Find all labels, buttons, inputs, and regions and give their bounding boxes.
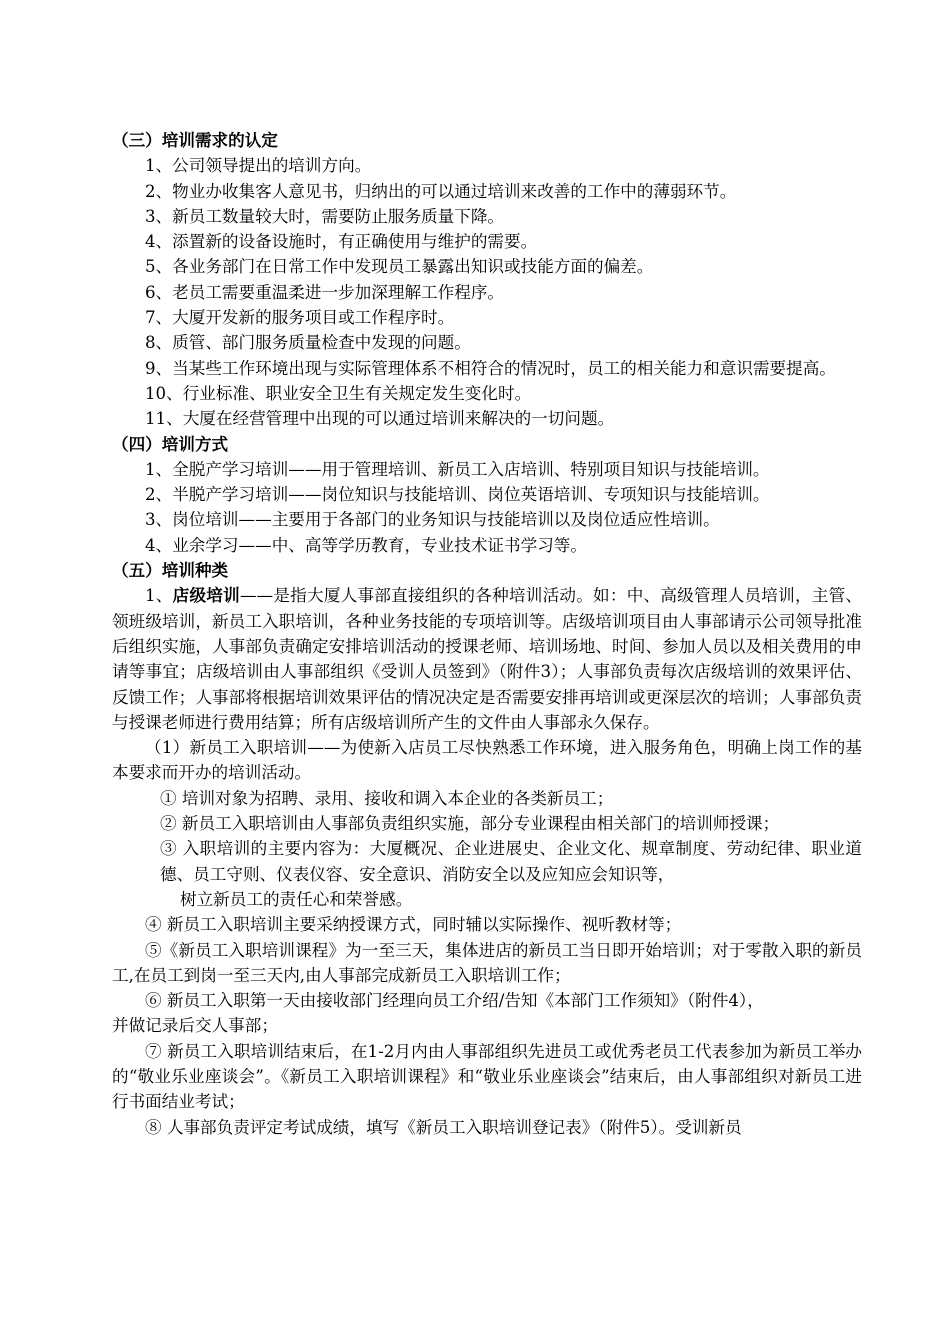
list-item: 1、全脱产学习培训——用于管理培训、新员工入店培训、特别项目知识与技能培训。 (145, 459, 770, 479)
list-item: 11、大厦在经营管理中出现的可以通过培训来解决的一切问题。 (145, 409, 615, 429)
section-heading-4: （四）培训方式 (112, 434, 229, 454)
sub-item: ④ 新员工入职培训主要采纳授课方式，同时辅以实际操作、视听教材等； (145, 915, 682, 935)
paragraph-new-staff-training: （1）新员工入职培训——为使新入店员工尽快熟悉工作环境，进入服务角色，明确上岗工作的基本要求而开办的培训活动。 (112, 738, 862, 783)
section-heading-5: （五）培训种类 (112, 561, 229, 581)
sub-item: ⑧ 人事部负责评定考试成绩，填写《新员工入职培训登记表》（附件5）。受训新员 (145, 1117, 742, 1137)
sub-item: ⑤《新员工入职培训课程》为一至三天，集体进店的新员工当日即开始培训；对于零散入职的新员工,在员工到岗一至三天内,由人事部完成新员工入职培训工作； (112, 940, 862, 985)
list-item: 3、新员工数量较大时，需要防止服务质量下降。 (145, 206, 505, 226)
paragraph-text: ——是指大厦人事部直接组织的各种培训活动。如：中、高级管理人员培训，主管、领班级培训，新员工入职培训，各种业务技能的专项培训等。店级培训项目由人事部请示公司领导批准后组织实施，人事部负责确定安排培训活动的授课老师、培训场地、时间、参加人员以及相关费用的申请等事宜；店级培训由人事部组织《受训人员签到》（附件3）；人事部负责每次店级培训的效果评估、反馈工作；人事部将根据培训效果评估的情况决定是否需要安排再培训或更深层次的培训；人事部负责与授课老师进行费用结算；所有店级培训所产生的文件由人事部永久保存。 (112, 586, 863, 732)
list-item: 2、物业办收集客人意见书，归纳出的可以通过培训来改善的工作中的薄弱环节。 (145, 181, 737, 201)
list-item: 6、老员工需要重温柔进一步加深理解工作程序。 (145, 282, 505, 302)
list-item: 8、质管、部门服务质量检查中发现的问题。 (145, 333, 471, 353)
item-number: 1、 (145, 586, 173, 606)
paragraph-store-training (112, 583, 862, 735)
section-heading-3: （三）培训需求的认定 (112, 131, 278, 150)
document-page (112, 128, 862, 1140)
list-item: 4、业余学习——中、高等学历教育，专业技术证书学习等。 (145, 535, 587, 555)
list-item: 1、公司领导提出的培训方向。 (145, 156, 372, 176)
term-store-training: 店级培训 (172, 586, 240, 606)
list-item: 4、添置新的设备设施时，有正确使用与维护的需要。 (145, 232, 538, 252)
sub-item: ① 培训对象为招聘、录用、接收和调入本企业的各类新员工； (160, 788, 614, 808)
list-item: 10、行业标准、职业安全卫生有关规定发生变化时。 (145, 383, 532, 403)
list-item: 5、各业务部门在日常工作中发现员工暴露出知识或技能方面的偏差。 (145, 257, 654, 277)
sub-item-continuation: 并做记录后交人事部； (112, 1016, 278, 1036)
sub-item: ③ 入职培训的主要内容为：大厦概况、企业进展史、企业文化、规章制度、劳动纪律、职业道德、员工守则、仪表仪容、安全意识、消防安全以及应知应会知识等， (160, 839, 862, 884)
sub-item-continuation: 树立新员工的责任心和荣誉感。 (180, 889, 413, 909)
list-item: 2、半脱产学习培训——岗位知识与技能培训、岗位英语培训、专项知识与技能培训。 (145, 485, 770, 505)
sub-item: ⑥ 新员工入职第一天由接收部门经理向员工介绍/告知《本部门工作须知》（附件4）， (145, 991, 764, 1011)
list-item: 3、岗位培训——主要用于各部门的业务知识与技能培训以及岗位适应性培训。 (145, 510, 720, 530)
list-item: 9、当某些工作环境出现与实际管理体系不相符合的情况时，员工的相关能力和意识需要提高。 (145, 358, 836, 378)
list-item: 7、大厦开发新的服务项目或工作程序时。 (145, 308, 455, 328)
sub-item: ⑦ 新员工入职培训结束后，在1-2月内由人事部组织先进员工或优秀老员工代表参加为新员工举办的“敬业乐业座谈会”。《新员工入职培训课程》和“敬业乐业座谈会”结束后，由人事部组织对新员工进行书面结业考试； (112, 1041, 862, 1112)
sub-item: ② 新员工入职培训由人事部负责组织实施，部分专业课程由相关部门的培训师授课； (160, 814, 780, 834)
